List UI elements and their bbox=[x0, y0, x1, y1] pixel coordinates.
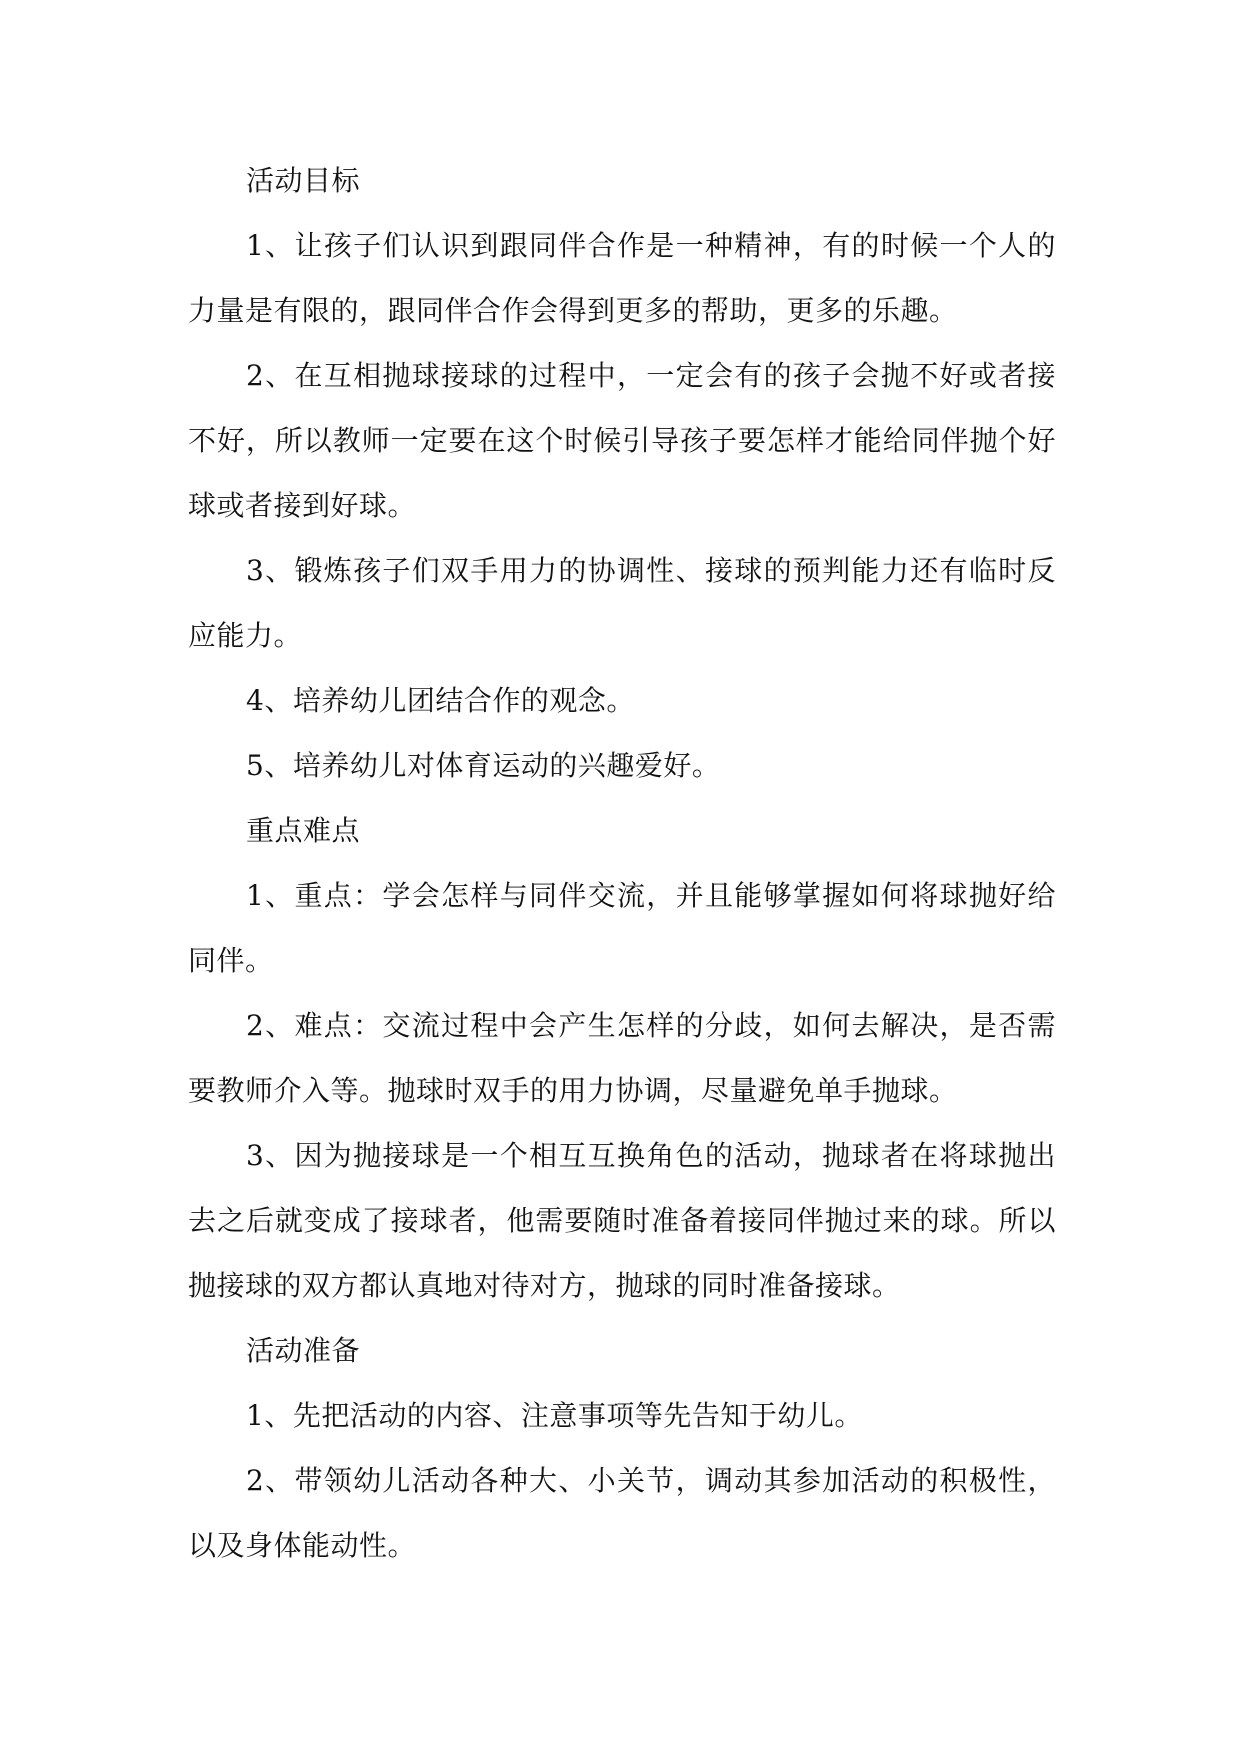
goal-item-2: 2、在互相抛球接球的过程中，一定会有的孩子会抛不好或者接不好，所以教师一定要在这个时候引导孩子要怎样才能给同伴抛个好球或者接到好球。 bbox=[188, 359, 1056, 522]
goal-item-4: 4、培养幼儿团结合作的观念。 bbox=[246, 684, 635, 717]
section-heading-goals: 活动目标 bbox=[246, 164, 361, 197]
preparation-item-1: 1、先把活动的内容、注意事项等先告知于幼儿。 bbox=[246, 1399, 863, 1432]
key-point-item-1: 1、重点：学会怎样与同伴交流，并且能够掌握如何将球抛好给同伴。 bbox=[188, 879, 1056, 977]
preparation-item-2: 2、带领幼儿活动各种大、小关节，调动其参加活动的积极性，以及身体能动性。 bbox=[188, 1464, 1056, 1562]
document-body bbox=[188, 148, 1056, 1578]
key-point-item-2: 2、难点：交流过程中会产生怎样的分歧，如何去解决，是否需要教师介入等。抛球时双手的用力协调，尽量避免单手抛球。 bbox=[188, 1009, 1056, 1107]
section-heading-preparation: 活动准备 bbox=[246, 1334, 361, 1367]
section-heading-key-points: 重点难点 bbox=[246, 814, 361, 847]
key-point-item-3: 3、因为抛接球是一个相互互换角色的活动，抛球者在将球抛出去之后就变成了接球者，他需要随时准备着接同伴抛过来的球。所以抛接球的双方都认真地对待对方，抛球的同时准备接球。 bbox=[188, 1139, 1056, 1302]
goal-item-3: 3、锻炼孩子们双手用力的协调性、接球的预判能力还有临时反应能力。 bbox=[188, 554, 1056, 652]
goal-item-5: 5、培养幼儿对体育运动的兴趣爱好。 bbox=[246, 749, 721, 782]
goal-item-1: 1、让孩子们认识到跟同伴合作是一种精神，有的时候一个人的力量是有限的，跟同伴合作会得到更多的帮助，更多的乐趣。 bbox=[188, 229, 1056, 327]
